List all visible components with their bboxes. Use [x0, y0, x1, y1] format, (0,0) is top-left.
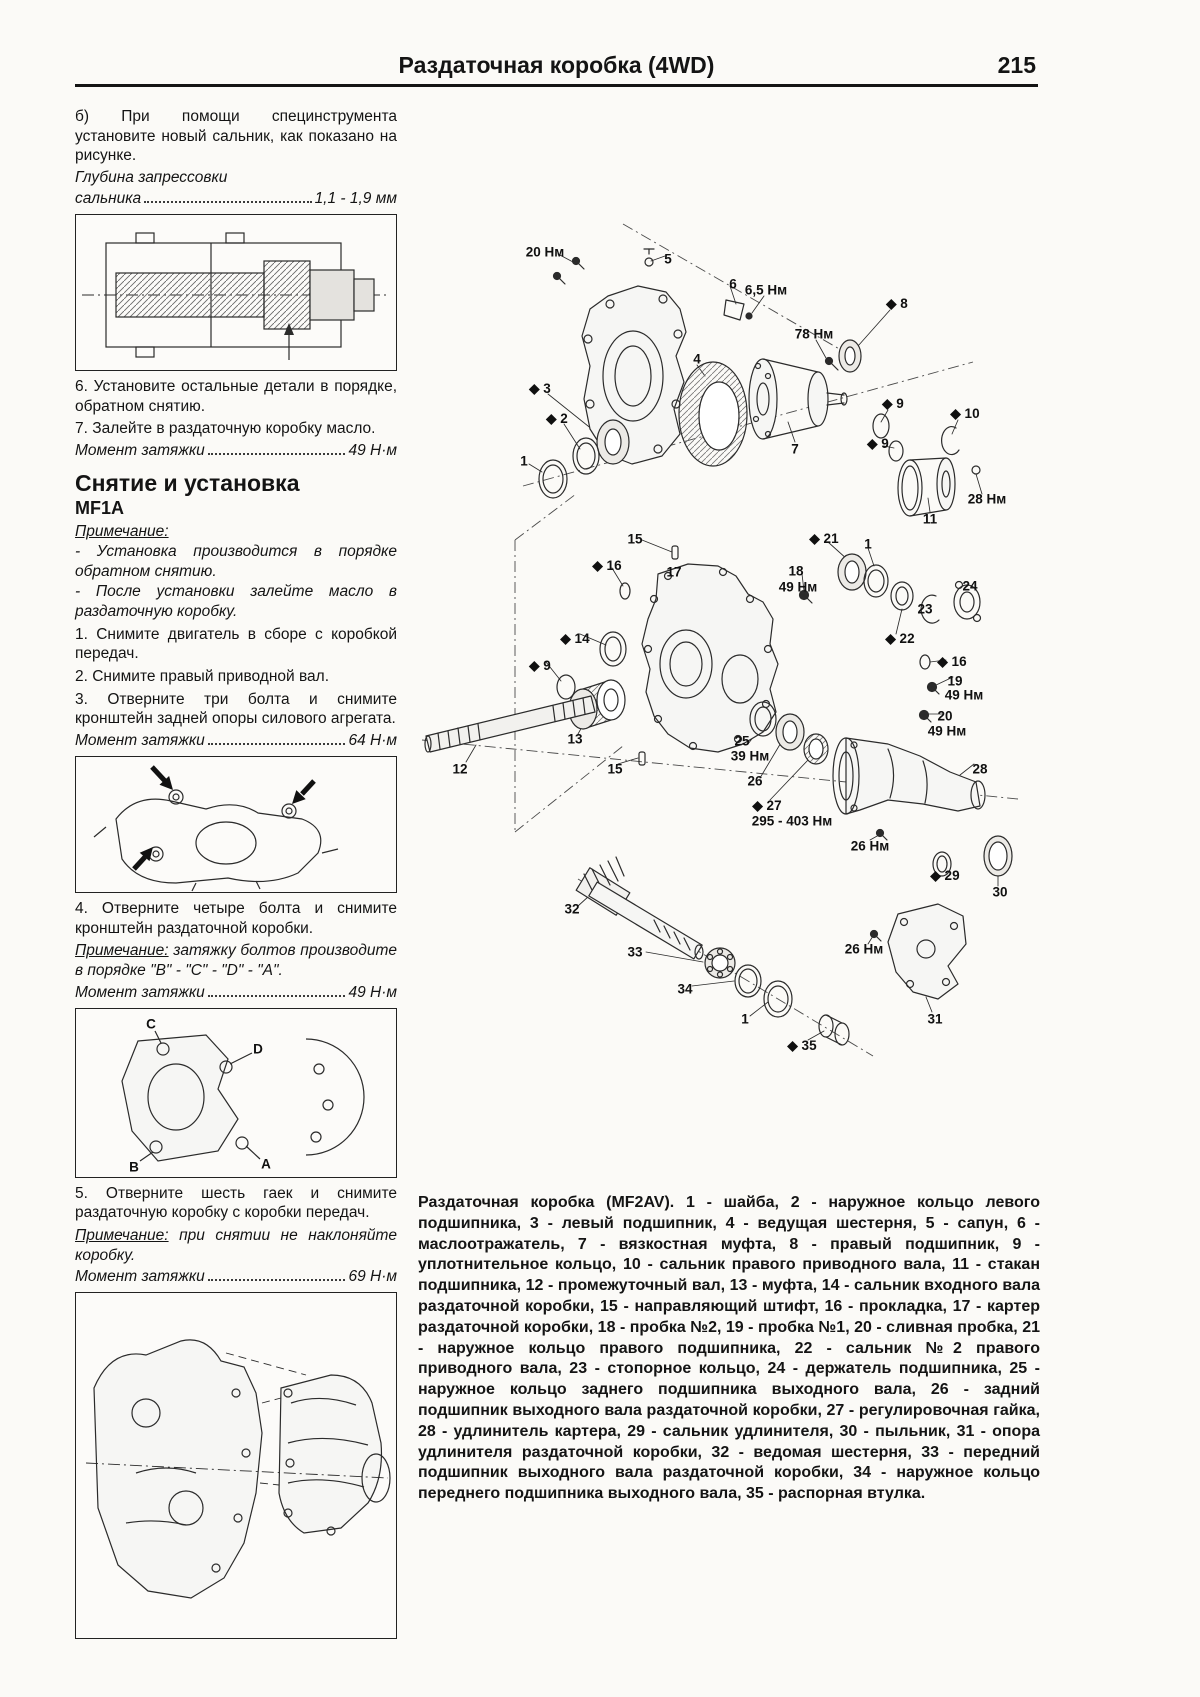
- note-label: Примечание:: [75, 1227, 169, 1245]
- diagram-part-label: 18: [788, 563, 804, 579]
- step-2: 2. Снимите правый приводной вал.: [75, 668, 330, 686]
- figure-seal-press: [75, 214, 397, 371]
- section-title: Снятие и установка: [75, 470, 300, 497]
- torque-spec-3: [75, 984, 397, 1002]
- spec-depth-row: [75, 190, 397, 208]
- spec-depth-label: сальника: [75, 190, 142, 208]
- dot-leader: [208, 995, 346, 997]
- note-block-1: [75, 523, 397, 622]
- figure-rear-mount: [75, 756, 397, 893]
- spec-depth-value: 1,1 - 1,9 мм: [314, 190, 397, 208]
- torque-value: 49 Н·м: [348, 442, 397, 460]
- step-5: 5. Отверните шесть гаек и снимите раздаточную коробку с коробки передач.: [75, 1184, 397, 1222]
- diagram-part-label: ◆ 3: [529, 381, 551, 396]
- diagram-part-label: ◆ 29: [930, 868, 960, 883]
- diagram-part-label: ◆ 8: [886, 296, 908, 311]
- diagram-part-label: 13: [567, 731, 583, 747]
- note-block-2: [75, 941, 397, 980]
- diagram-part-label: ◆ 10: [950, 406, 980, 421]
- diagram-part-label: 20: [937, 708, 953, 724]
- diagram-part-label: ◆ 27: [752, 798, 782, 813]
- diagram-part-label: 26 Нм: [844, 941, 884, 957]
- diagram-part-label: D: [253, 1041, 263, 1057]
- page-title: Раздаточная коробка (4WD): [398, 52, 715, 78]
- step-1: 1. Снимите двигатель в сборе с коробкой передач.: [75, 625, 397, 663]
- torque-spec-1: [75, 442, 397, 460]
- step-7: 7. Залейте в раздаточную коробку масло.: [75, 420, 376, 438]
- note-label: Примечание:: [75, 523, 169, 541]
- torque-value: 64 Н·м: [348, 732, 397, 750]
- diagram-part-label: 17: [666, 564, 682, 580]
- diagram-part-label: 4: [693, 351, 701, 367]
- page-number: 215: [997, 52, 1036, 78]
- right-column: [418, 104, 1040, 1505]
- diagram-part-label: 6,5 Нм: [744, 282, 788, 298]
- diagram-part-label: 28 Нм: [967, 491, 1007, 507]
- dot-leader: [144, 201, 311, 203]
- rear-mount-drawing: [76, 757, 394, 892]
- diagram-part-label: ◆ 21: [809, 531, 839, 546]
- diagram-part-label: 20 Нм: [525, 244, 565, 260]
- figure-transfer-removal: [75, 1292, 397, 1639]
- bracket-drawing: [76, 1009, 394, 1177]
- torque-spec-4: [75, 1268, 397, 1286]
- exploded-diagram: [418, 104, 1040, 1189]
- diagram-part-label: ◆ 16: [592, 558, 622, 573]
- diagram-part-label: 1: [520, 453, 528, 469]
- paragraph-seal-install: б) При помощи специнструмента установите новый сальник, как показано на рисунке.: [75, 108, 397, 165]
- diagram-part-label: 31: [927, 1011, 943, 1027]
- diagram-part-label: 24: [962, 578, 978, 594]
- diagram-part-label: 39 Нм: [730, 748, 770, 764]
- diagram-part-label: 7: [791, 441, 799, 457]
- diagram-part-label: C: [146, 1016, 156, 1032]
- torque-value: 69 Н·м: [348, 1268, 397, 1286]
- diagram-part-label: 34: [677, 981, 693, 997]
- spec-depth-line1: Глубина запрессовки: [75, 169, 228, 187]
- step-3: 3. Отверните три болта и снимите кронштейн задней опоры силового агрегата.: [75, 690, 397, 728]
- diagram-part-label: A: [261, 1156, 271, 1172]
- diagram-part-label: 6: [729, 276, 737, 292]
- torque-value: 49 Н·м: [348, 983, 397, 1001]
- seal-press-drawing: [76, 215, 394, 370]
- torque-label: Момент затяжки: [75, 1268, 205, 1286]
- diagram-part-label: ◆ 9: [867, 436, 889, 451]
- exploded-diagram-drawing: [418, 104, 1040, 1189]
- diagram-part-label: 30: [992, 884, 1008, 900]
- figure-bracket-bolts: [75, 1008, 397, 1178]
- diagram-part-label: ◆ 22: [885, 631, 915, 646]
- diagram-part-label: 33: [627, 944, 643, 960]
- diagram-part-label: 26: [747, 773, 763, 789]
- diagram-part-label: ◆ 9: [882, 396, 904, 411]
- diagram-part-label: 49 Нм: [944, 687, 984, 703]
- dot-leader: [208, 1279, 346, 1281]
- note-block-3: [75, 1226, 397, 1265]
- diagram-part-label: 12: [452, 761, 468, 777]
- diagram-part-label: 15: [627, 531, 643, 547]
- diagram-part-label: 49 Нм: [778, 579, 818, 595]
- diagram-part-label: 1: [864, 536, 872, 552]
- diagram-part-label: ◆ 16: [937, 654, 967, 669]
- torque-spec-2: [75, 732, 397, 750]
- diagram-part-label: 11: [922, 511, 938, 527]
- step-6: 6. Установите остальные детали в порядке, обратном снятию.: [75, 378, 397, 415]
- spec-press-depth: [75, 169, 397, 208]
- page-header: [75, 50, 1038, 87]
- section-subtitle: MF1A: [75, 498, 124, 519]
- diagram-part-label: 1: [741, 1011, 749, 1027]
- note-text: затяжку болтов производите в порядке "B" - "C" - "D" - "A".: [75, 942, 397, 980]
- diagram-part-label: 295 - 403 Нм: [751, 813, 833, 829]
- diagram-part-label: 49 Нм: [927, 723, 967, 739]
- diagram-part-label: 32: [564, 901, 580, 917]
- note-item: - После установки залейте масло в раздаточную коробку.: [75, 583, 397, 621]
- torque-label: Момент затяжки: [75, 442, 205, 460]
- diagram-part-label: 15: [607, 761, 623, 777]
- left-column: [75, 104, 397, 1645]
- diagram-part-label: ◆ 35: [787, 1038, 817, 1053]
- diagram-part-label: 5: [664, 251, 672, 267]
- diagram-part-label: 19: [947, 673, 963, 689]
- exploded-caption: Раздаточная коробка (MF2AV). 1 - шайба, 2 - наружное кольцо левого подшипника, 3 - левый подшипник, 4 - ведущая шестерня, 5 - сапун, 6 - маслоотражатель, 7 - вязкостная муфта, 8 - правый подшипник, 9 - уплотнительное кольцо, 10 - сальник правого приводного вала, 11 - стакан подшипника, 12 - промежуточный вал, 13 - муфта, 14 - сальник входного вала раздаточной коробки, 15 - направляющий штифт, 16 - прокладка, 17 - картер раздаточной коробки, 18 - пробка №2, 19 - пробка №1, 20 - сливная пробка, 21 - наружное кольцо правого подшипника, 22 - сальник №2 правого приводного вала, 23 - стопорное кольцо, 24 - держатель подшипника, 25 - наружное кольцо заднего подшипника выходного вала, 26 - задний подшипник выходного вала раздаточной коробки, 27 - регулировочная гайка, 28 - удлинитель картера, 29 - сальник удлинителя, 30 - пыльник, 31 - опора удлинителя раздаточной коробки, 32 - ведомая шестерня, 33 - передний подшипник выходного вала раздаточной коробки, 34 - наружное кольцо переднего подшипника выходного вала, 35 - распорная втулка.: [418, 1194, 1040, 1503]
- dot-leader: [208, 453, 346, 455]
- diagram-part-label: 25: [734, 733, 750, 749]
- diagram-part-label: 28: [972, 761, 988, 777]
- torque-label: Момент затяжки: [75, 732, 205, 750]
- diagram-part-label: B: [129, 1159, 139, 1175]
- note-item: - Установка производится в порядке обратном снятию.: [75, 543, 397, 580]
- step-4: 4. Отверните четыре болта и снимите кронштейн раздаточной коробки.: [75, 900, 397, 937]
- note-text: при снятии не наклоняйте коробку.: [75, 1227, 397, 1264]
- transfer-removal-drawing: [76, 1293, 394, 1638]
- note-label: Примечание:: [75, 942, 169, 960]
- diagram-part-label: ◆ 9: [529, 658, 551, 673]
- dot-leader: [208, 743, 346, 745]
- diagram-part-label: ◆ 2: [546, 411, 568, 426]
- torque-label: Момент затяжки: [75, 983, 205, 1001]
- diagram-part-label: 78 Нм: [794, 326, 834, 342]
- diagram-part-label: ◆ 14: [560, 631, 590, 646]
- diagram-part-label: 26 Нм: [850, 838, 890, 854]
- diagram-part-label: 23: [917, 601, 933, 617]
